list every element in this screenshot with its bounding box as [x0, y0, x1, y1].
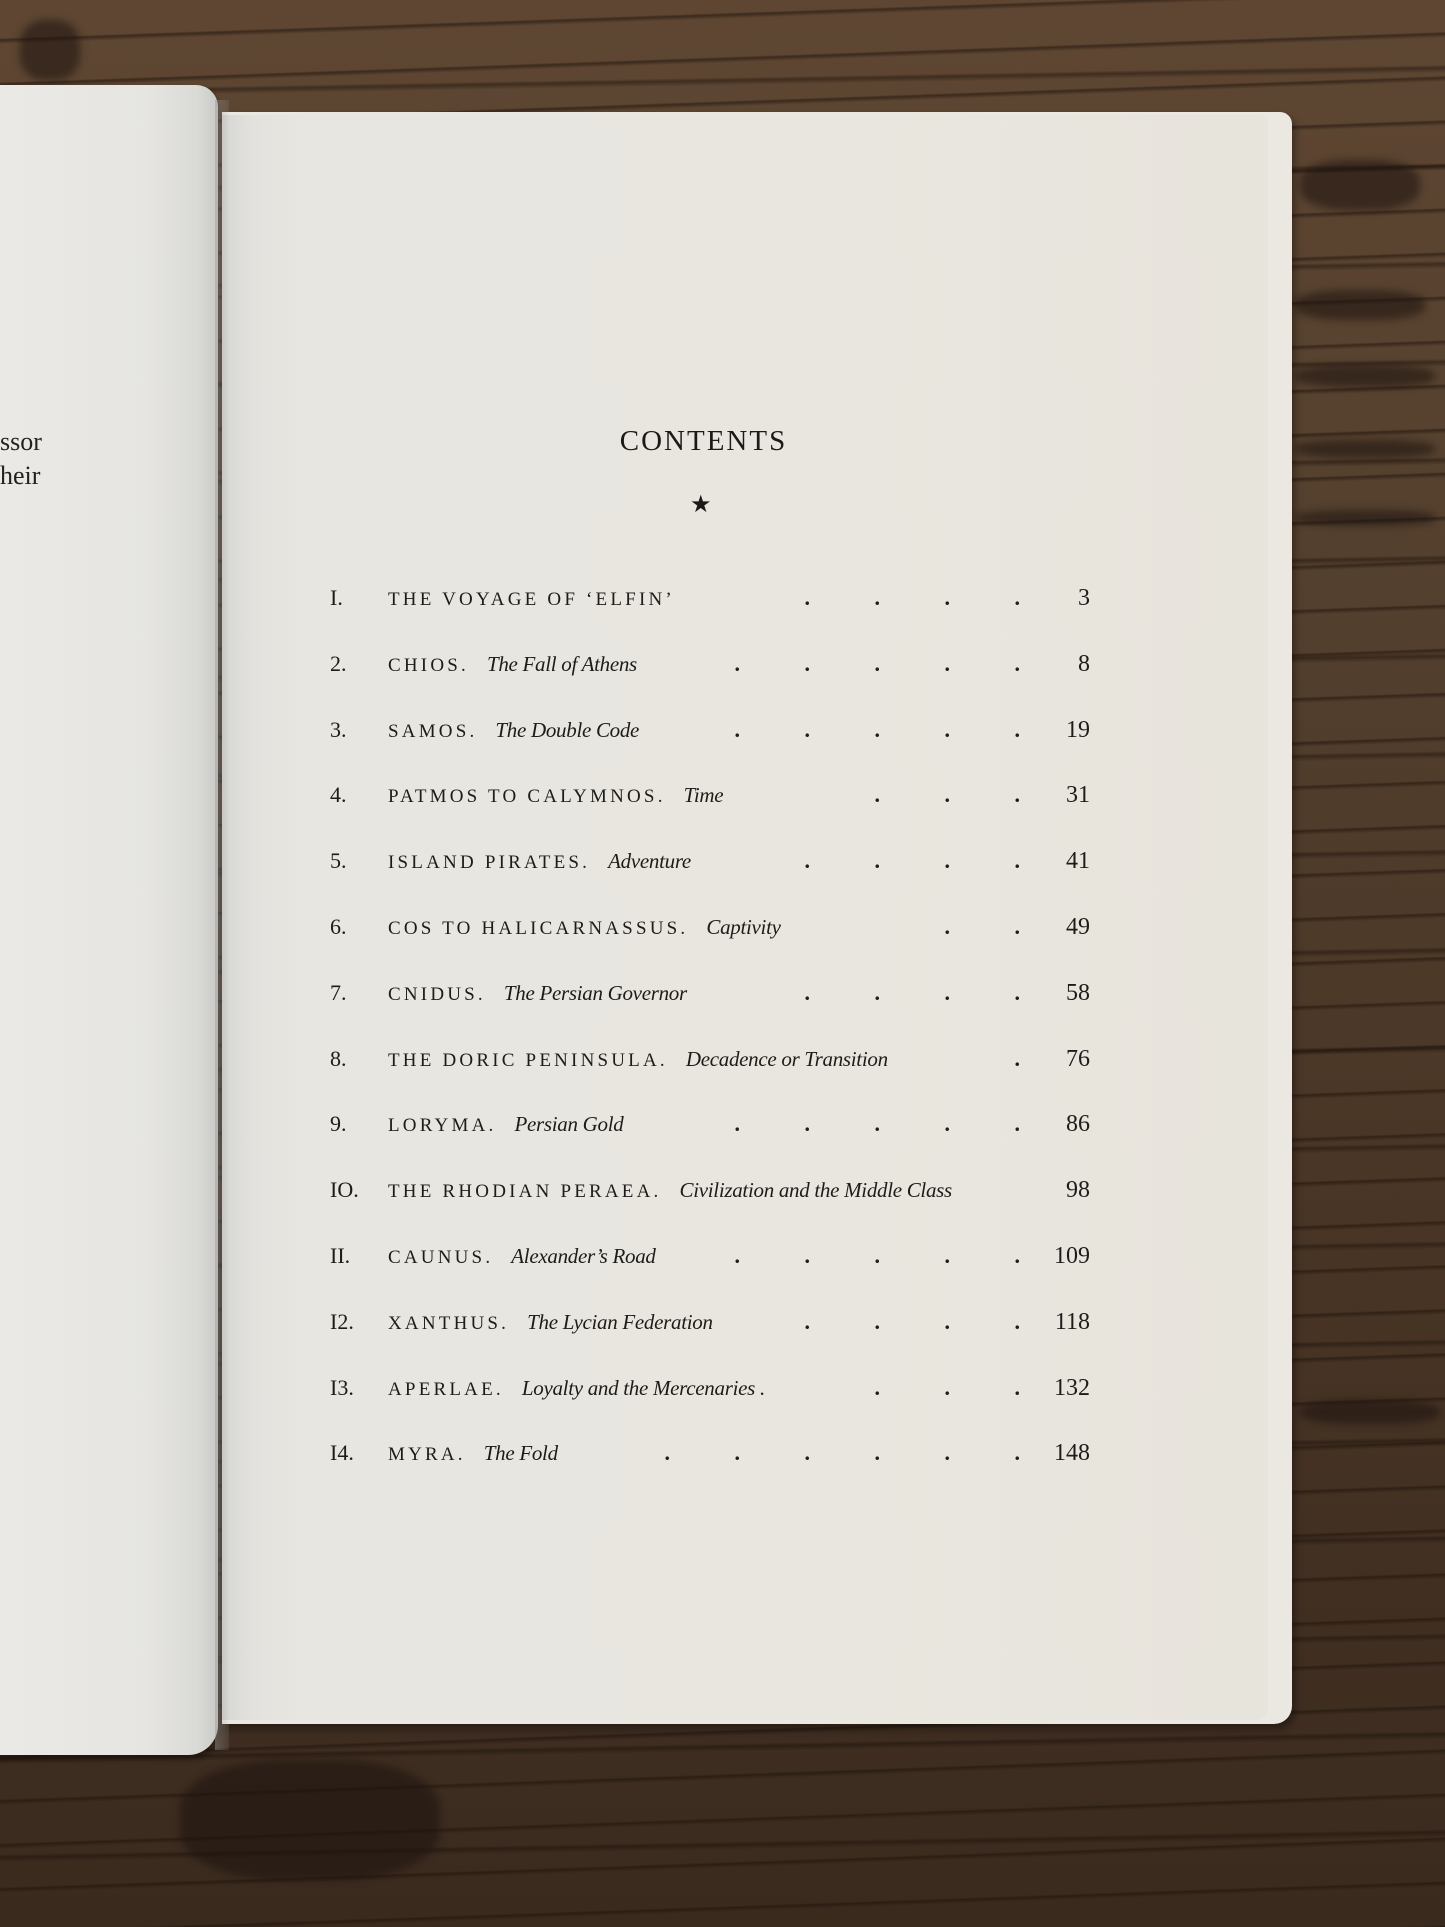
leader-dot: . [874, 1374, 880, 1400]
dot-leader [623, 1111, 1020, 1137]
toc-entry [330, 1111, 1090, 1151]
chapter-title: THE RHODIAN PERAEA. [388, 1181, 662, 1203]
leader-dot: . [944, 1111, 950, 1137]
leader-dot: . [804, 848, 810, 874]
leader-dot: . [944, 848, 950, 874]
chapter-subtitle: Decadence or Transition [685, 1046, 888, 1071]
chapter-subtitle: Loyalty and the Mercenaries . [521, 1375, 765, 1400]
leader-dot: . [944, 1308, 950, 1334]
dot-leader [639, 717, 1020, 743]
leader-dot: . [804, 1308, 810, 1334]
leader-dot: . [804, 585, 810, 610]
leader-dot: . [944, 782, 950, 808]
chapter-title: ISLAND PIRATES. [388, 852, 591, 874]
page-number: 49 [1066, 914, 1090, 940]
left-page-text-line: ssor [0, 427, 42, 456]
leader-dot: . [874, 848, 880, 874]
leader-dot: . [1014, 914, 1020, 939]
leader-dot: . [1014, 848, 1020, 874]
page-number: 118 [1054, 1308, 1090, 1335]
leader-dot: . [874, 782, 880, 808]
leader-dot: . [1014, 716, 1020, 742]
chapter-number: 3. [330, 716, 347, 742]
wood-stain [1295, 510, 1435, 526]
dot-leader [723, 782, 1020, 808]
chapter-title: LORYMA. [388, 1115, 497, 1137]
left-page-text-line: heir [0, 461, 41, 490]
contents-heading [0, 425, 1445, 458]
leader-dot: . [734, 1440, 740, 1466]
dot-leader [693, 585, 1020, 611]
chapter-subtitle: Persian Gold [514, 1112, 624, 1137]
leader-dot: . [804, 1243, 810, 1268]
leader-dot: . [874, 716, 880, 742]
chapter-number: 8. [330, 1045, 347, 1071]
chapter-title: THE DORIC PENINSULA. [388, 1049, 668, 1071]
leader-dot: . [874, 979, 880, 1005]
toc-entry [330, 1243, 1090, 1283]
wood-stain [20, 20, 80, 80]
toc-entry [330, 1440, 1090, 1480]
dot-leader [691, 848, 1020, 874]
leader-dot: . [804, 979, 810, 1005]
leader-dot: . [944, 585, 950, 610]
chapter-number: I. [330, 585, 343, 610]
leader-dot: . [944, 914, 950, 939]
leader-dot: . [874, 585, 880, 610]
chapter-number: I4. [330, 1440, 354, 1466]
leader-dot: . [874, 650, 880, 676]
page-number: 41 [1066, 848, 1090, 875]
toc-entry [330, 1375, 1090, 1415]
wood-stain [1295, 290, 1425, 320]
dot-leader [637, 651, 1020, 677]
leader-dot: . [1014, 1045, 1020, 1071]
leader-dot: . [804, 650, 810, 676]
chapter-number: 2. [330, 650, 347, 676]
leader-dot: . [944, 1440, 950, 1466]
leader-dot: . [1014, 1440, 1020, 1466]
page-number: 148 [1054, 1440, 1090, 1467]
leader-dot: . [874, 1111, 880, 1137]
chapter-subtitle: The Persian Governor [503, 980, 687, 1005]
leader-dot: . [734, 716, 740, 742]
star-ornament-icon: ★ [690, 492, 712, 518]
chapter-subtitle: The Double Code [495, 717, 640, 742]
dot-leader [765, 1375, 1020, 1401]
chapter-subtitle: Alexander’s Road [511, 1244, 656, 1268]
leader-dot: . [874, 1308, 880, 1334]
page-number: 76 [1066, 1045, 1090, 1072]
chapter-title: PATMOS TO CALYMNOS. [388, 786, 666, 808]
wood-stain [180, 1760, 440, 1880]
leader-dot: . [1014, 1243, 1020, 1268]
page-number: 8 [1078, 650, 1090, 677]
leader-dot: . [944, 1374, 950, 1400]
page-number: 3 [1078, 585, 1090, 611]
leader-dot: . [734, 1111, 740, 1137]
chapter-title: SAMOS. [388, 720, 478, 742]
leader-dot: . [1014, 650, 1020, 676]
chapter-number: II. [330, 1243, 351, 1268]
toc-entry [330, 782, 1090, 822]
leader-dot: . [1014, 1374, 1020, 1400]
chapter-title: XANTHUS. [388, 1312, 510, 1334]
page-number: 58 [1066, 979, 1090, 1006]
contents-heading-text: CONTENTS [619, 425, 788, 457]
wood-stain [1295, 365, 1435, 387]
chapter-subtitle: Time [683, 783, 724, 808]
leader-dot: . [664, 1440, 670, 1466]
toc-entry [330, 1309, 1090, 1349]
toc-entry [330, 585, 1090, 625]
chapter-number: 5. [330, 848, 347, 874]
dot-leader [558, 1440, 1020, 1466]
leader-dot: . [804, 1111, 810, 1137]
leader-dot: . [874, 1243, 880, 1268]
page-number: 31 [1066, 782, 1090, 809]
wood-stain [1300, 160, 1420, 210]
toc-entry [330, 1177, 1090, 1217]
dot-leader [656, 1243, 1020, 1269]
chapter-number: 7. [330, 979, 347, 1005]
dot-leader [888, 1046, 1020, 1072]
chapter-title: CNIDUS. [388, 983, 486, 1005]
leader-dot: . [1014, 782, 1020, 808]
leader-dot: . [804, 1440, 810, 1466]
chapter-number: I2. [330, 1308, 354, 1334]
chapter-title: THE VOYAGE OF ‘ELFIN’ [388, 589, 675, 610]
dot-leader [713, 1309, 1020, 1335]
chapter-title: APERLAE. [388, 1378, 504, 1400]
left-page [0, 85, 218, 1755]
dot-leader [687, 980, 1020, 1006]
toc-entry [330, 717, 1090, 757]
chapter-subtitle: The Fall of Athens [486, 651, 637, 676]
chapter-title: CHIOS. [388, 654, 469, 676]
dot-leader [781, 914, 1020, 940]
toc-entry [330, 848, 1090, 888]
chapter-title: CAUNUS. [388, 1247, 494, 1268]
leader-dot: . [734, 1243, 740, 1268]
leader-dot: . [1014, 585, 1020, 610]
toc-entry [330, 1046, 1090, 1086]
page-number: 132 [1054, 1374, 1090, 1401]
page-number: 109 [1054, 1243, 1090, 1269]
leader-dot: . [874, 1440, 880, 1466]
page-number: 86 [1066, 1111, 1090, 1138]
leader-dot: . [944, 1243, 950, 1268]
leader-dot: . [804, 716, 810, 742]
toc-entry [330, 914, 1090, 954]
chapter-title: COS TO HALICARNASSUS. [388, 918, 689, 939]
chapter-subtitle: Adventure [608, 849, 691, 874]
chapter-number: 4. [330, 782, 347, 808]
chapter-number: 9. [330, 1111, 347, 1137]
wood-stain [1300, 1400, 1440, 1424]
leader-dot: . [1014, 1111, 1020, 1137]
page-number: 98 [1066, 1177, 1090, 1204]
chapter-subtitle: The Lycian Federation [527, 1309, 713, 1334]
chapter-subtitle: Civilization and the Middle Class [679, 1178, 952, 1203]
toc-entry [330, 980, 1090, 1020]
chapter-number: IO. [330, 1177, 359, 1203]
leader-dot: . [944, 979, 950, 1005]
leader-dot: . [944, 650, 950, 676]
chapter-number: I3. [330, 1374, 354, 1400]
book-gutter [215, 100, 229, 1750]
leader-dot: . [944, 716, 950, 742]
leader-dot: . [1014, 1308, 1020, 1334]
page-number: 19 [1066, 716, 1090, 743]
toc-entry [330, 651, 1090, 691]
chapter-number: 6. [330, 914, 347, 939]
leader-dot: . [1014, 979, 1020, 1005]
chapter-title: MYRA. [388, 1444, 466, 1466]
leader-dot: . [734, 650, 740, 676]
chapter-subtitle: The Fold [483, 1441, 558, 1466]
chapter-subtitle: Captivity [706, 915, 781, 939]
